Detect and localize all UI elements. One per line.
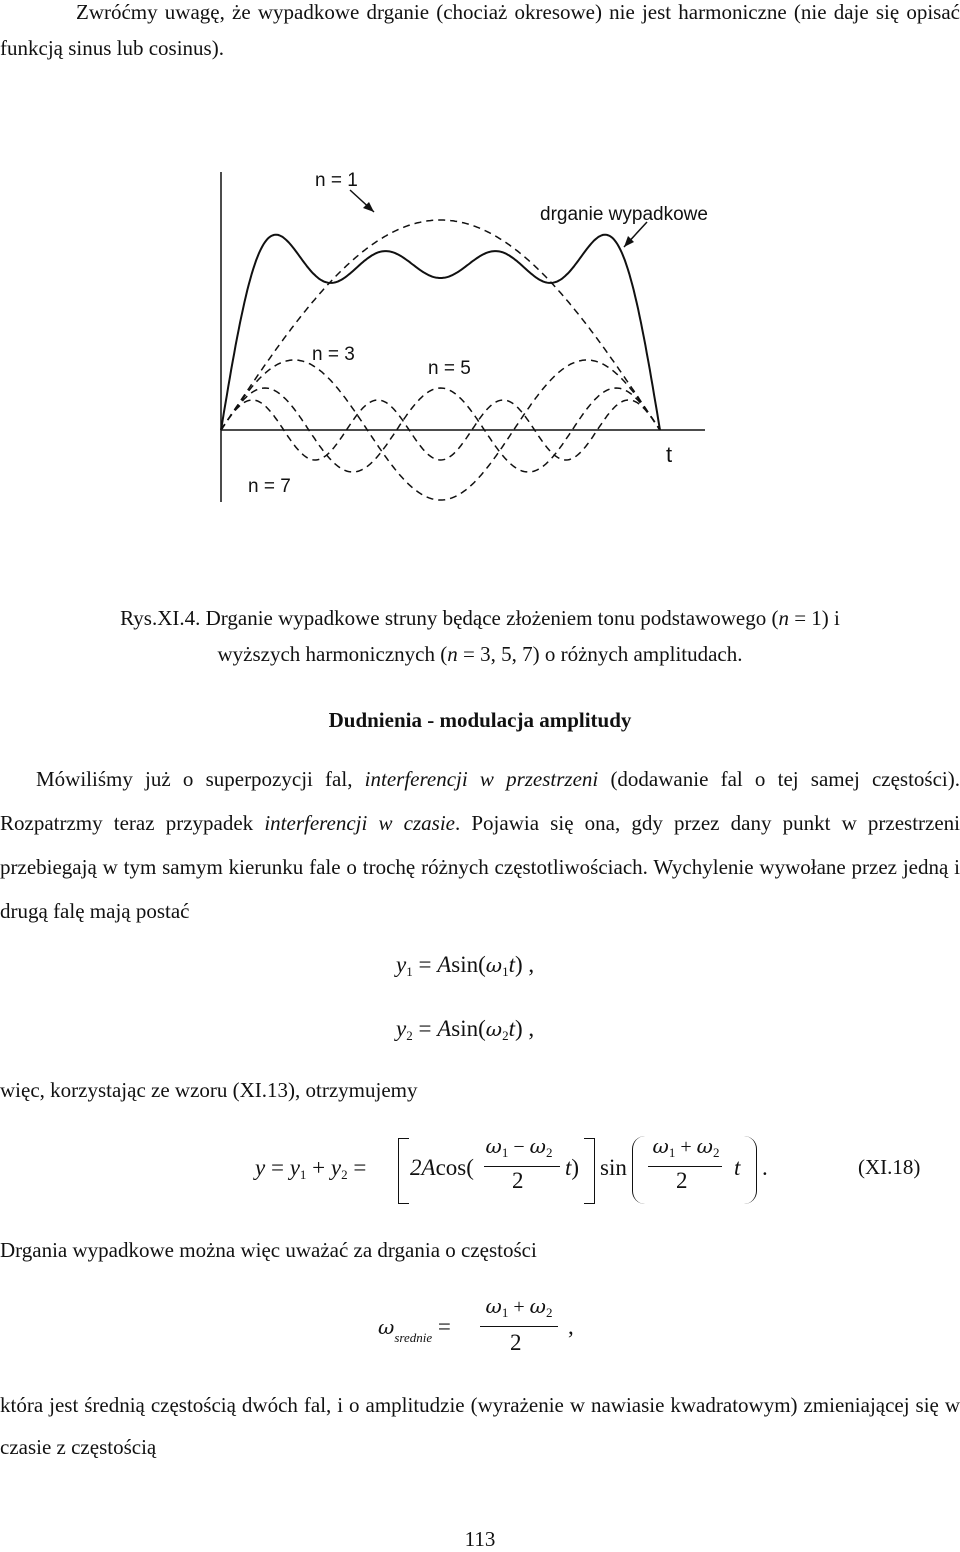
- page-number: 113: [464, 1527, 496, 1551]
- fraction-bar: [484, 1166, 560, 1167]
- main-paragraph: Mówiliśmy już o superpozycji fal, interferencji w przestrzeni (dodawanie fal o tej samej częstości). Rozpatrzmy teraz przypadek interferencji w czasie. Pojawia się ona, gdy przez dany punkt w przestrzeni przebiegają w tym samym kierunku fale o trochę różnych częstotliwościach. Wychylenie wywołane przez jedną i drugą falę mają postać: [0, 767, 960, 923]
- beats-paragraph: Drgania wypadkowe można więc uważać za drgania o częstości: [0, 1238, 537, 1262]
- label-n1: n = 1: [315, 170, 358, 191]
- equation-y2: $y_2 = Asin(\omega_2t)$ ,: [396, 1016, 535, 1043]
- left-parenthesis: [632, 1136, 645, 1204]
- figure-caption: Rys.XI.4. Drganie wypadkowe struny będące złożeniem tonu podstawowego (n = 1) i wyższych harmonicznych (n = 3, 5, 7) o różnych amplitudach.: [120, 606, 840, 666]
- label-resultant: drganie wypadkowe: [540, 204, 708, 225]
- harmonic-n1-curve: [221, 220, 660, 430]
- label-n3: n = 3: [312, 344, 355, 365]
- fraction-bar: [648, 1166, 722, 1167]
- right-square-bracket: [584, 1138, 595, 1204]
- equation-y1: $y_1 = Asin(\omega_1t)$ ,: [396, 952, 535, 979]
- label-n5: n = 5: [428, 358, 471, 379]
- then-paragraph: więc, korzystając ze wzoru (XI.13), otrzymujemy: [0, 1078, 418, 1102]
- harmonics-figure: [200, 150, 780, 530]
- left-square-bracket: [398, 1138, 409, 1204]
- intro-paragraph: Zwróćmy uwagę, że wypadkowe drganie (chociaż okresowe) nie jest harmoniczne (nie daje się opisać funkcją sinus lub cosinus).: [0, 0, 960, 60]
- fraction-bar: [480, 1326, 558, 1327]
- label-n7: n = 7: [248, 476, 291, 497]
- equation-number: (XI.18): [858, 1155, 921, 1179]
- right-parenthesis: [744, 1136, 757, 1204]
- last-paragraph: która jest średnią częstością dwóch fal, i o amplitudzie (wyrażenie w nawiasie kwadratowym) zmieniającej się w czasie z częstością: [0, 1393, 960, 1459]
- section-title: Dudnienia - modulacja amplitudy: [328, 708, 632, 732]
- label-t-axis: t: [666, 442, 673, 467]
